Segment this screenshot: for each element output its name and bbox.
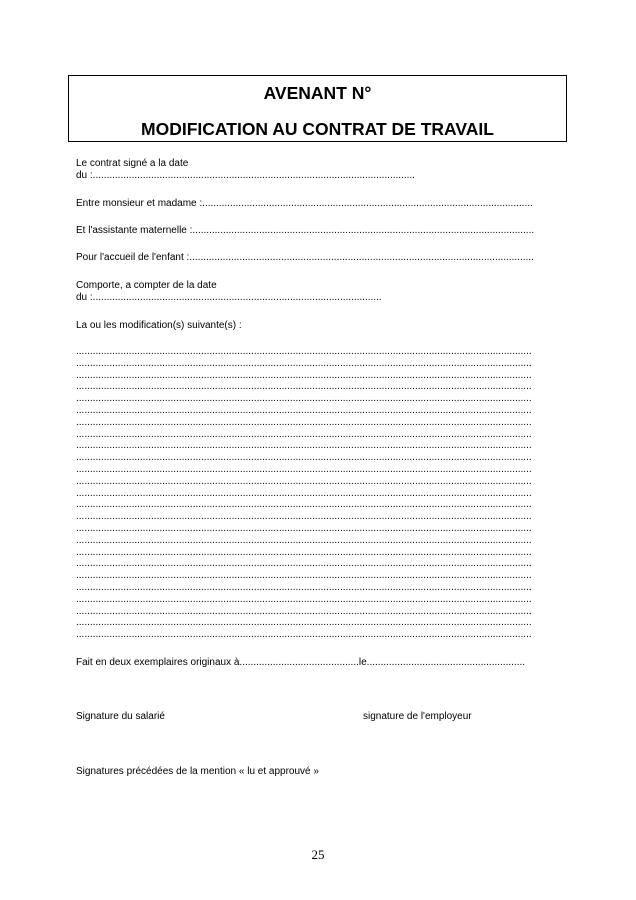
modification-line[interactable]: .................................................................................................................................................................... xyxy=(76,511,532,523)
employer-signature-label: signature de l'employeur xyxy=(363,711,472,722)
made-in-field[interactable]: Fait en deux exemplaires originaux à...........................................le......................................................... xyxy=(76,657,526,668)
modification-line[interactable]: .................................................................................................................................................................... xyxy=(76,381,532,393)
modification-line[interactable]: .................................................................................................................................................................... xyxy=(76,416,532,428)
modifications-label: La ou les modification(s) suivante(s) : xyxy=(76,320,242,331)
modification-line[interactable]: .................................................................................................................................................................... xyxy=(76,369,532,381)
modification-line[interactable]: .................................................................................................................................................................... xyxy=(76,558,532,570)
modification-line[interactable]: .................................................................................................................................................................... xyxy=(76,499,532,511)
effective-date-label: Comporte, a compter de la date xyxy=(76,280,217,291)
modification-line[interactable]: .................................................................................................................................................................... xyxy=(76,605,532,617)
modification-line[interactable]: .................................................................................................................................................................... xyxy=(76,428,532,440)
modification-line[interactable]: .................................................................................................................................................................... xyxy=(76,522,532,534)
effective-date-field[interactable]: du :........................................................................................................ xyxy=(76,292,382,303)
modification-line[interactable]: .................................................................................................................................................................... xyxy=(76,570,532,582)
modification-line[interactable]: .................................................................................................................................................................... xyxy=(76,581,532,593)
child-field[interactable]: Pour l'accueil de l'enfant :............................................................................................................................ xyxy=(76,252,534,263)
title-box xyxy=(68,75,567,142)
modification-line[interactable]: .................................................................................................................................................................... xyxy=(76,487,532,499)
assistant-field[interactable]: Et l'assistante maternelle :........................................................................................................................... xyxy=(76,225,535,236)
modification-line[interactable]: .................................................................................................................................................................... xyxy=(76,593,532,605)
modification-line[interactable]: .................................................................................................................................................................... xyxy=(76,393,532,405)
modification-line[interactable]: .................................................................................................................................................................... xyxy=(76,357,532,369)
employee-signature-label: Signature du salarié xyxy=(76,711,165,722)
modification-line[interactable]: .................................................................................................................................................................... xyxy=(76,346,532,357)
contract-date-field[interactable]: du :.................................................................................................................... xyxy=(76,170,415,181)
modification-line[interactable]: .................................................................................................................................................................... xyxy=(76,617,532,629)
contract-date-label: Le contrat signé a la date xyxy=(76,158,189,169)
parents-field[interactable]: Entre monsieur et madame :....................................................................................................................... xyxy=(76,198,533,209)
signature-note: Signatures précédées de la mention « lu et approuvé » xyxy=(76,766,319,777)
document-title: AVENANT N° xyxy=(263,83,372,103)
modification-line[interactable]: .................................................................................................................................................................... xyxy=(76,546,532,558)
modification-line[interactable]: .................................................................................................................................................................... xyxy=(76,463,532,475)
modification-line[interactable]: .................................................................................................................................................................... xyxy=(76,452,532,464)
modification-line[interactable]: .................................................................................................................................................................... xyxy=(76,629,532,641)
modification-line[interactable]: .................................................................................................................................................................... xyxy=(76,404,532,416)
modification-line[interactable]: .................................................................................................................................................................... xyxy=(76,440,532,452)
modification-line[interactable]: .................................................................................................................................................................... xyxy=(76,475,532,487)
modifications-lines xyxy=(76,346,560,641)
modification-line[interactable]: .................................................................................................................................................................... xyxy=(76,534,532,546)
page-number: 25 xyxy=(311,847,325,862)
document-subtitle: MODIFICATION AU CONTRAT DE TRAVAIL xyxy=(141,119,494,139)
